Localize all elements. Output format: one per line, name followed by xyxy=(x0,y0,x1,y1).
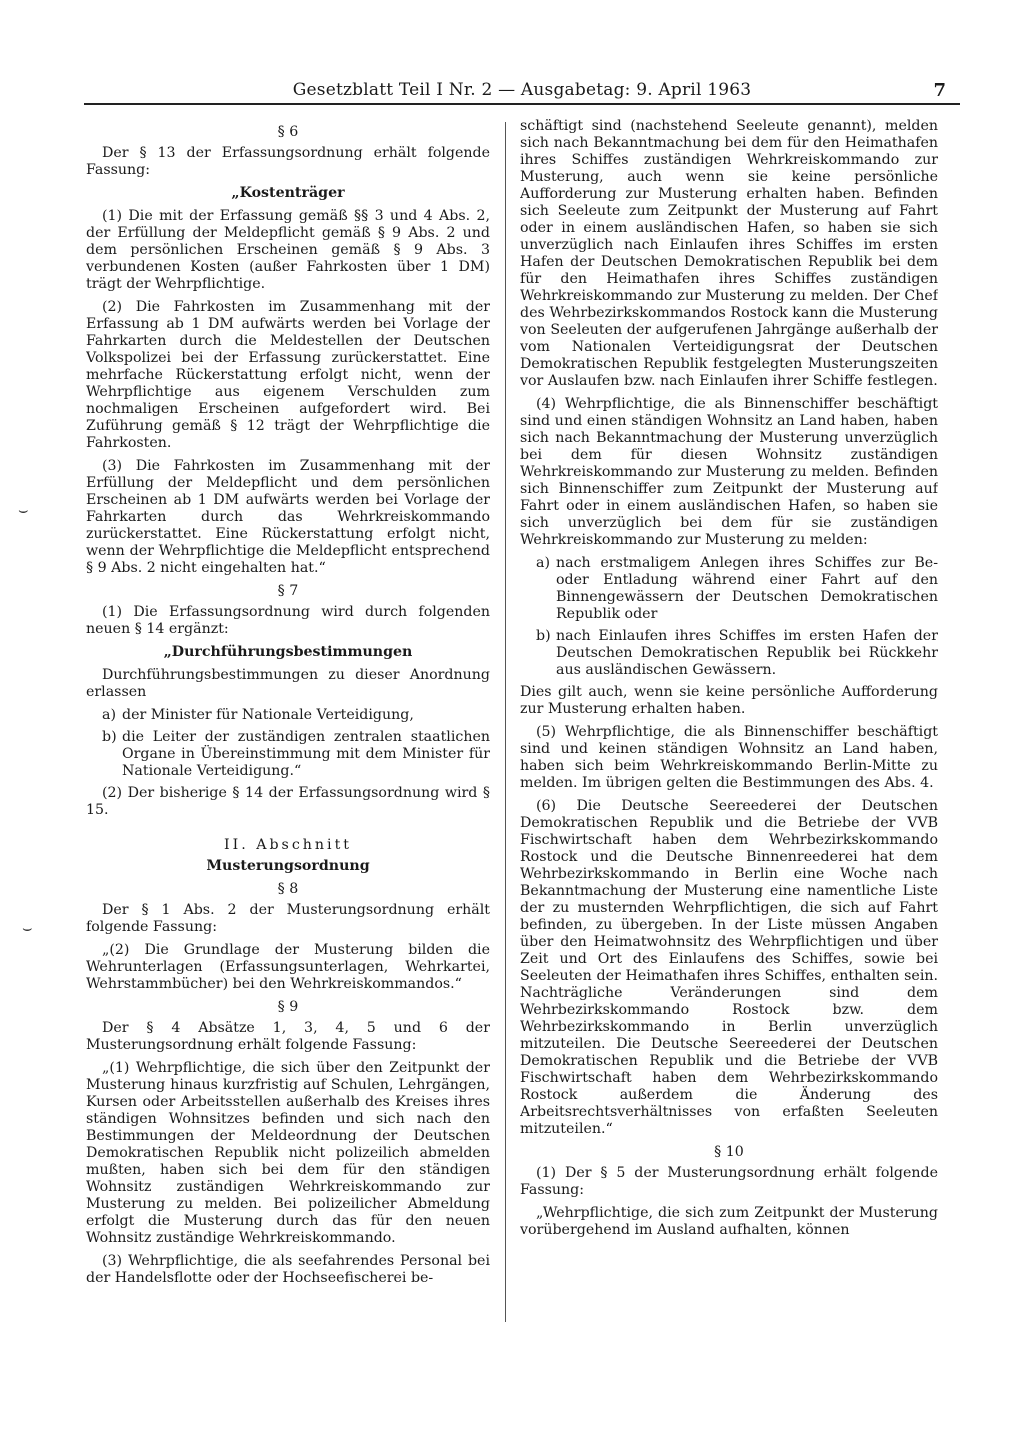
page-header xyxy=(84,80,960,102)
section-8-intro: Der § 1 Abs. 2 der Musterungsordnung erhält folgende Fassung: xyxy=(86,902,490,935)
list-label: a) xyxy=(536,555,550,571)
paragraph-5: (5) Wehrpflichtige, die als Binnenschiffer beschäftigt sind und keinen ständigen Wohnsitz an Land haben, haben sich beim Wehrkreiskommando Berlin-Mitte zu melden. Im übrigen gelten die Bestimmungen des Abs. 4. xyxy=(520,724,938,791)
page-number: 7 xyxy=(933,80,946,101)
section-10-quote: „Wehrpflichtige, die sich zum Zeitpunkt der Musterung vorübergehend im Ausland aufhalten, können xyxy=(520,1205,938,1238)
list-text: der Minister für Nationale Verteidigung, xyxy=(122,707,414,723)
list-item xyxy=(102,729,490,780)
section-9-intro: Der § 4 Absätze 1, 3, 4, 5 und 6 der Musterungsordnung erhält folgende Fassung: xyxy=(86,1020,490,1053)
section-6-intro: Der § 13 der Erfassungsordnung erhält folgende Fassung: xyxy=(86,145,490,178)
chapter-title: II. Abschnitt xyxy=(224,837,352,853)
scan-mark-left: ⌣ xyxy=(18,500,29,519)
section-9-title: § 9 xyxy=(277,999,299,1015)
section-7-paragraph-2: (2) Der bisherige § 14 der Erfassungsordnung wird § 15. xyxy=(86,785,490,818)
paragraph-6: (6) Die Deutsche Seereederei der Deutschen Demokratischen Republik und die Betriebe der VVB Fischwirtschaft haben dem Wehrbezirkskommando Rostock und die Deutsche Binnenreederei hat dem Wehrbezirkskommando in Berlin eine Woche nach Bekanntmachung der Musterung eine namentliche Liste der zu musternden Wehrpflichtigen, die sich auf Fahrt befinden, zu übergeben. In der Liste müssen Angaben über den Heimatwohnsitz des Wehrpflichtigen und über Zeit und Ort des Einlaufens des Schiffes, sowie bei Seeleuten der Heimathafen ihres Schiffes, enthalten sein. Nachträgliche Veränderungen sind dem Wehrbezirkskommando Rostock bzw. dem Wehrbezirkskommando in Berlin unverzüglich mitzuteilen. Die Deutsche Seereederei der Deutschen Demokratischen Republik und die Betriebe der VVB Fischwirtschaft haben dem Wehrbezirkskommando Rostock außerdem die Änderung des Arbeitsrechtsverhältnisses von erfaßten Seeleuten mitzuteilen.“ xyxy=(520,798,938,1137)
section-6-heading: „Kostenträger xyxy=(231,185,345,201)
list-text: die Leiter der zuständigen zentralen staatlichen Organe in Übereinstimmung mit dem Minister für Nationale Verteidigung.“ xyxy=(122,729,490,779)
paragraph-3-continued: schäftigt sind (nachstehend Seeleute genannt), melden sich nach Bekanntmachung bei dem für den Heimathafen ihres Schiffes zuständigen Wehrkreiskommando zur Musterung, auch wenn sie keine persönliche Aufforderung zur Musterung erhalten haben. Befinden sich Seeleute zum Zeitpunkt der Musterung auf Fahrt oder in einem ausländischen Hafen, so haben sie sich unverzüglich nach Einlaufen ihres Schiffes im ersten Hafen der Deutschen Demokratischen Republik bei dem für den Heimathafen ihres Schiffes zuständigen Wehrkreiskommando zur Musterung zu melden. Der Chef des Wehrbezirkskommandos Rostock kann die Musterung von Seeleuten der aufgerufenen Jahrgänge außerhalb der vom Nationalen Verteidigungsrat der Deutschen Demokratischen Republik festgelegten Musterungszeiten vor Auslaufen bzw. nach Einlaufen ihrer Schiffe festlegen. xyxy=(520,118,938,389)
section-6-paragraph-1: (1) Die mit der Erfassung gemäß §§ 3 und 4 Abs. 2, der Erfüllung der Meldepflicht gemäß § 9 Abs. 2 und dem persönlichen Erscheinen gemäß § 9 Abs. 3 verbundenen Kosten (außer Fahrkosten über 1 DM) trägt der Wehrpflichtige. xyxy=(86,208,490,292)
section-7-intro: (1) Die Erfassungsordnung wird durch folgenden neuen § 14 ergänzt: xyxy=(86,604,490,637)
list-label: b) xyxy=(536,628,551,644)
section-10-intro: (1) Der § 5 der Musterungsordnung erhält folgende Fassung: xyxy=(520,1165,938,1198)
section-6-paragraph-3: (3) Die Fahrkosten im Zusammenhang mit der Erfüllung der Meldepflicht und dem persönlichen Erscheinen ab 1 DM aufwärts werden bei Vorlage der Fahrkarten durch das Wehrkreiskommando zurückerstattet. Eine Rückerstattung erfolgt nicht, wenn der Wehrpflichtige die Meldepflicht entsprechend § 9 Abs. 2 nicht eingehalten hat.“ xyxy=(86,458,490,576)
header-title: Gesetzblatt Teil I Nr. 2 — Ausgabetag: 9. April 1963 xyxy=(292,80,752,100)
section-7-heading: „Durchführungsbestimmungen xyxy=(163,644,413,660)
list-text: nach erstmaligem Anlegen ihres Schiffes zur Be- oder Entladung während einer Fahrt auf den Binnengewässern der Deutschen Demokratischen Republik oder xyxy=(556,555,938,622)
header-rule xyxy=(84,103,960,105)
list-item xyxy=(536,628,938,679)
section-9-paragraph-3: (3) Wehrpflichtige, die als seefahrendes Personal bei der Handelsflotte oder der Hochseefischerei be- xyxy=(86,1253,490,1286)
section-6-title: § 6 xyxy=(277,124,299,140)
section-10-title: § 10 xyxy=(714,1144,744,1160)
right-column xyxy=(520,118,938,1328)
section-9-paragraph-1: „(1) Wehrpflichtige, die sich über den Zeitpunkt der Musterung hinaus kurzfristig auf Schulen, Lehrgängen, Kursen oder Arbeitsstellen außerhalb des Kreises ihres ständigen Wohnsitzes befinden und sich nach den Bestimmungen der Meldeordnung der Deutschen Demokratischen Republik nicht polizeilich abmelden mußten, haben sich bei dem für den ständigen Wohnsitz zuständigen Wehrkreiskommando zur Musterung zu melden. Bei polizeilicher Abmeldung erfolgt die Musterung durch das für den neuen Wohnsitz zuständige Wehrkreiskommando. xyxy=(86,1060,490,1246)
section-7-title: § 7 xyxy=(277,583,299,599)
section-7-paragraph-1: Durchführungsbestimmungen zu dieser Anordnung erlassen xyxy=(86,667,490,700)
paragraph-4: (4) Wehrpflichtige, die als Binnenschiffer beschäftigt sind und einen ständigen Wohnsitz an Land haben, haben sich nach Bekanntmachung der Musterung unverzüglich bei dem für diesen Wohnsitz zuständigen Wehrkreiskommando zur Musterung zu melden. Befinden sich Binnenschiffer zum Zeitpunkt der Musterung auf Fahrt oder in einem ausländischen Hafen, so haben sie sich unverzüglich bei dem für sie zuständigen Wehrkreiskommando zur Musterung zu melden: xyxy=(520,396,938,548)
list-item xyxy=(102,707,490,724)
list-label: a) xyxy=(102,707,116,723)
list-item xyxy=(536,555,938,623)
section-8-title: § 8 xyxy=(277,881,299,897)
list-text: nach Einlaufen ihres Schiffes im ersten Hafen der Deutschen Demokratischen Republik bei Rückkehr aus ausländischen Gewässern. xyxy=(556,628,938,678)
chapter-heading: Musterungsordnung xyxy=(206,858,370,874)
scan-mark-left-2: ⌣ xyxy=(22,918,33,937)
paragraph-4-tail: Dies gilt auch, wenn sie keine persönliche Aufforderung zur Musterung erhalten haben. xyxy=(520,684,938,717)
left-column xyxy=(86,118,490,1328)
section-8-quote: „(2) Die Grundlage der Musterung bilden die Wehrunterlagen (Erfassungsunterlagen, Wehrkartei, Wehrstammbücher) bei den Wehrkreiskommandos.“ xyxy=(86,942,490,992)
list-label: b) xyxy=(102,729,117,745)
section-6-paragraph-2: (2) Die Fahrkosten im Zusammenhang mit der Erfassung ab 1 DM aufwärts werden bei Vorlage der Fahrkarten durch die Meldestellen der Deutschen Volkspolizei bei der Erfassung zurückerstattet. Eine mehrfache Rückerstattung erfolgt nicht, wenn der Wehrpflichtige aus eigenem Verschulden zum nochmaligen Erscheinen aufgefordert wird. Bei Zuführung gemäß § 12 trägt der Wehrpflichtige die Fahrkosten. xyxy=(86,299,490,451)
column-divider xyxy=(505,122,506,1322)
